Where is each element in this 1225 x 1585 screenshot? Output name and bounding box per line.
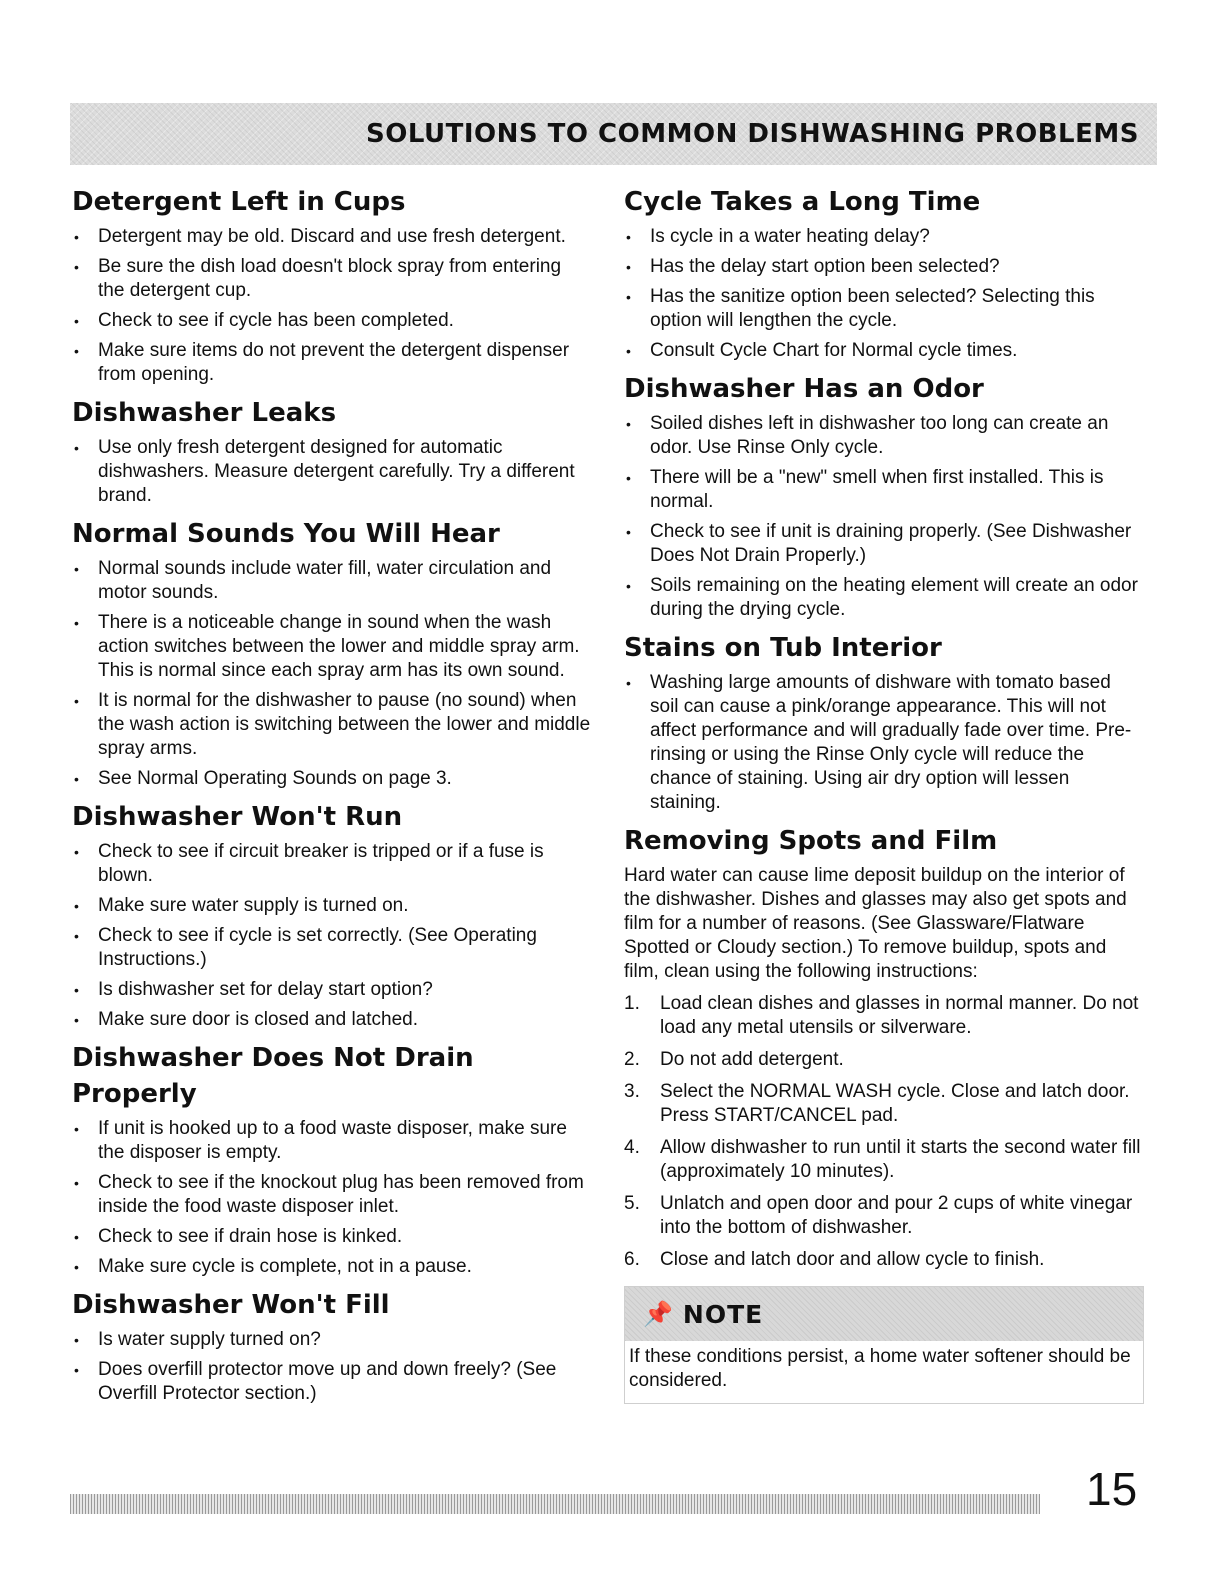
list-item: • If unit is hooked up to a food waste disposer, make sure the disposer is empty. xyxy=(72,1117,592,1165)
note-title: NOTE xyxy=(682,1299,764,1329)
list-item: • There is a noticeable change in sound when the wash action switches between the lower and middle spray arm. This is normal since each spray arm has its own sound. xyxy=(72,611,592,683)
list-item: • Is water supply turned on? xyxy=(72,1328,592,1352)
right-sections xyxy=(624,184,1144,815)
section xyxy=(72,184,592,387)
list-item: • Does overfill protector move up and down freely? (See Overfill Protector section.) xyxy=(72,1358,592,1406)
step-text: Select the NORMAL WASH cycle. Close and latch door. Press START/CANCEL pad. xyxy=(660,1081,1130,1126)
list-item: • Detergent may be old. Discard and use fresh detergent. xyxy=(72,225,592,249)
step-number: 2. xyxy=(624,1049,640,1070)
list-item: • Check to see if circuit breaker is tripped or if a fuse is blown. xyxy=(72,840,592,888)
section-heading: Dishwasher Does Not Drain Properly xyxy=(72,1043,474,1109)
list-item: • Normal sounds include water fill, water circulation and motor sounds. xyxy=(72,557,592,605)
section-heading: Normal Sounds You Will Hear xyxy=(72,519,500,549)
list-item: • Make sure water supply is turned on. xyxy=(72,894,592,918)
left-column xyxy=(72,184,592,1414)
numbered-step xyxy=(624,992,1144,1040)
numbered-step xyxy=(624,1048,1144,1072)
step-text: Close and latch door and allow cycle to finish. xyxy=(660,1249,1045,1270)
list-item: • See Normal Operating Sounds on page 3. xyxy=(72,767,592,791)
note-text: If these conditions persist, a home water softener should be considered. xyxy=(629,1346,1131,1391)
section-heading: Detergent Left in Cups xyxy=(72,187,406,217)
list-item: • Make sure door is closed and latched. xyxy=(72,1008,592,1032)
section-heading: Cycle Takes a Long Time xyxy=(624,187,981,217)
numbered-step xyxy=(624,1248,1144,1272)
bullet-list xyxy=(72,225,592,387)
bullet-list xyxy=(72,557,592,791)
section xyxy=(624,184,1144,363)
page-number: 15 xyxy=(1086,1463,1138,1515)
list-item: • Be sure the dish load doesn't block spray from entering the detergent cup. xyxy=(72,255,592,303)
footer-bar xyxy=(70,1494,1040,1514)
step-number: 1. xyxy=(624,993,640,1014)
bullet-list xyxy=(72,1117,592,1279)
step-number: 5. xyxy=(624,1193,640,1214)
numbered-step xyxy=(624,1192,1144,1240)
list-item: • Check to see if cycle has been completed. xyxy=(72,309,592,333)
bullet-list xyxy=(72,436,592,508)
list-item: • Soiled dishes left in dishwasher too long can create an odor. Use Rinse Only cycle. xyxy=(624,412,1144,460)
page-title: SOLUTIONS TO COMMON DISHWASHING PROBLEMS xyxy=(366,119,1139,149)
step-text: Unlatch and open door and pour 2 cups of white vinegar into the bottom of dishwasher. xyxy=(660,1193,1133,1238)
list-item: • Is dishwasher set for delay start option? xyxy=(72,978,592,1002)
note-header xyxy=(625,1287,1143,1341)
section xyxy=(72,799,592,1032)
page-banner xyxy=(70,103,1157,165)
list-item: • Check to see if cycle is set correctly. (See Operating Instructions.) xyxy=(72,924,592,972)
note-box xyxy=(624,1286,1144,1404)
numbered-step xyxy=(624,1080,1144,1128)
list-item: • Check to see if the knockout plug has been removed from inside the food waste disposer inlet. xyxy=(72,1171,592,1219)
list-item: • Make sure cycle is complete, not in a pause. xyxy=(72,1255,592,1279)
list-item: • Use only fresh detergent designed for automatic dishwashers. Measure detergent carefully. Try a different brand. xyxy=(72,436,592,508)
list-item: • Make sure items do not prevent the detergent dispenser from opening. xyxy=(72,339,592,387)
spots-steps-list xyxy=(624,992,1144,1272)
section xyxy=(72,395,592,508)
step-number: 4. xyxy=(624,1137,640,1158)
section-heading: Stains on Tub Interior xyxy=(624,633,942,663)
list-item: • Has the delay start option been selected? xyxy=(624,255,1144,279)
numbered-step xyxy=(624,1136,1144,1184)
section-heading: Removing Spots and Film xyxy=(624,826,998,856)
step-text: Allow dishwasher to run until it starts the second water fill (approximately 10 minutes). xyxy=(660,1137,1141,1182)
list-item: • Has the sanitize option been selected? Selecting this option will lengthen the cycle. xyxy=(624,285,1144,333)
section-heading: Dishwasher Won't Run xyxy=(72,802,403,832)
list-item: • Soils remaining on the heating element will create an odor during the drying cycle. xyxy=(624,574,1144,622)
section xyxy=(72,516,592,791)
bullet-list xyxy=(72,840,592,1032)
section xyxy=(72,1287,592,1406)
step-text: Do not add detergent. xyxy=(660,1049,844,1070)
list-item: • Washing large amounts of dishware with tomato based soil can cause a pink/orange appearance. This will not affect performance and will gradually fade over time. Pre-rinsing or using the Rinse Only cycle will reduce the chance of staining. Using air dry option will lessen staining. xyxy=(624,671,1144,815)
section xyxy=(72,1040,592,1279)
step-number: 3. xyxy=(624,1081,640,1102)
bullet-list xyxy=(72,1328,592,1406)
list-item: • Check to see if drain hose is kinked. xyxy=(72,1225,592,1249)
section xyxy=(624,630,1144,815)
bullet-list xyxy=(624,671,1144,815)
section-heading: Dishwasher Leaks xyxy=(72,398,337,428)
bullet-list xyxy=(624,225,1144,363)
section-heading: Dishwasher Has an Odor xyxy=(624,374,984,404)
list-item: • There will be a "new" smell when first installed. This is normal. xyxy=(624,466,1144,514)
list-item: • Check to see if unit is draining properly. (See Dishwasher Does Not Drain Properly.) xyxy=(624,520,1144,568)
list-item: • Consult Cycle Chart for Normal cycle times. xyxy=(624,339,1144,363)
pushpin-icon: 📌 xyxy=(643,1300,673,1328)
list-item: • Is cycle in a water heating delay? xyxy=(624,225,1144,249)
section-heading: Dishwasher Won't Fill xyxy=(72,1290,390,1320)
step-text: Load clean dishes and glasses in normal manner. Do not load any metal utensils or silverware. xyxy=(660,993,1139,1038)
spots-intro: Hard water can cause lime deposit buildup on the interior of the dishwasher. Dishes and glasses may also get spots and film for a number of reasons. (See Glassware/Flatware Spotted or Cloudy section.) To remove buildup, spots and film, clean using the following instructions: xyxy=(624,865,1127,982)
list-item: • It is normal for the dishwasher to pause (no sound) when the wash action is switching between the lower and middle spray arms. xyxy=(72,689,592,761)
bullet-list xyxy=(624,412,1144,622)
step-number: 6. xyxy=(624,1249,640,1270)
right-column xyxy=(624,184,1144,1404)
section xyxy=(624,371,1144,622)
spots-section xyxy=(624,823,1144,1272)
